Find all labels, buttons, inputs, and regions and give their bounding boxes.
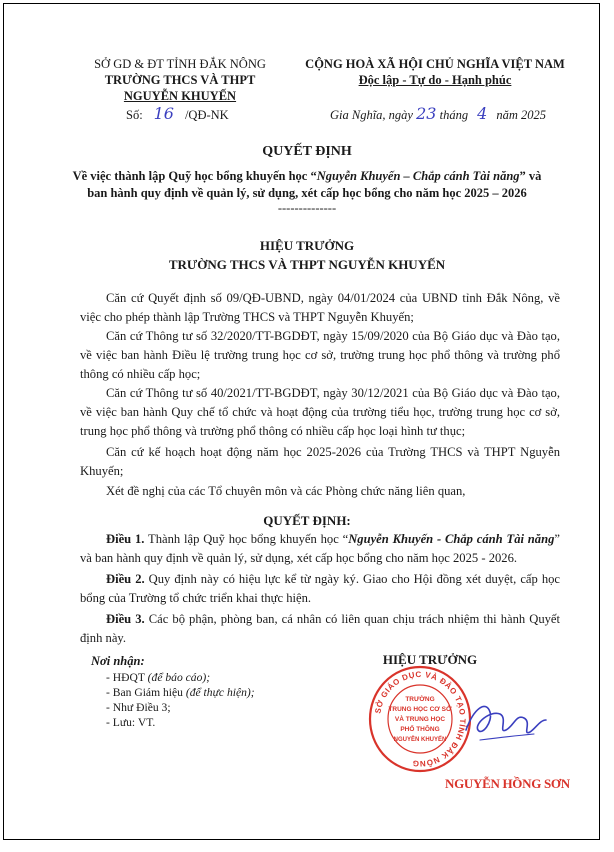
recipient-text: - Ban Giám hiệu xyxy=(106,686,186,699)
date-suffix: năm 2025 xyxy=(496,108,546,122)
seal-center-line: VÀ TRUNG HỌC xyxy=(394,716,446,723)
title-separator: -------------- xyxy=(277,201,337,215)
national-motto: Độc lập - Tự do - Hạnh phúc xyxy=(358,73,512,87)
recipient-text: - HĐQT xyxy=(106,671,148,684)
recipient-item xyxy=(106,671,210,685)
preamble-3: Căn cứ Thông tư số 40/2021/TT-BGDĐT, ngày 30/12/2021 của Bộ Giáo dục và Đào tạo, về việc ban hành Quy chế tổ chức và hoạt động của trường tiểu học, trường trung học cơ sở, trung học phổ thông và trường phổ thông có nhiều cấp học loại hình tư thục; xyxy=(80,386,560,439)
agency-line: SỞ GD & ĐT TỈNH ĐẮK NÔNG xyxy=(94,57,266,71)
signatory-name: NGUYỄN HỒNG SƠN xyxy=(445,776,570,791)
official-seal-icon xyxy=(368,665,472,773)
seal-center-line: TRUNG HỌC CƠ SỞ xyxy=(388,706,452,713)
recipient-item xyxy=(106,686,255,700)
seal-center-line: PHỔ THÔNG xyxy=(400,726,440,733)
document-number xyxy=(126,106,229,123)
preamble-1: Căn cứ Quyết định số 09/QĐ-UBND, ngày 04/01/2024 của UBND tỉnh Đắk Nông, về việc cho phép thành lập Trường THCS và THPT Nguyễn Khuyến; xyxy=(80,291,560,325)
date-mid: tháng xyxy=(439,108,469,122)
school-line-2: NGUYỄN KHUYẾN xyxy=(123,89,237,103)
article-1 xyxy=(80,530,560,568)
subject-suffix: ” và xyxy=(519,169,542,183)
article-3 xyxy=(80,610,560,648)
article-2-label: Điều 2. xyxy=(106,572,145,586)
recipient-item xyxy=(106,716,155,730)
preamble-4: Căn cứ kế hoạch hoạt động năm học 2025-2026 của Trường THCS và THPT Nguyễn Khuyến; xyxy=(80,445,560,479)
recipient-note: (để thực hiện); xyxy=(185,686,255,699)
handwritten-signature-icon xyxy=(460,690,550,750)
handwritten-day: 23 xyxy=(416,104,437,123)
article-1-text-end: ” và ban hành quy định về quản lý, sử dụng, xét cấp học bổng cho năm học 2025 - 2026. xyxy=(80,532,560,566)
decision-heading: QUYẾT ĐỊNH: xyxy=(263,513,351,528)
handwritten-month: 4 xyxy=(477,104,488,123)
recipient-text: - Lưu: VT. xyxy=(106,716,156,729)
national-title: CỘNG HOÀ XÃ HỘI CHỦ NGHĨA VIỆT NAM xyxy=(305,57,565,71)
article-2 xyxy=(80,570,560,608)
signatory-title: HIỆU TRƯỞNG xyxy=(382,652,478,667)
authority-school: TRƯỜNG THCS VÀ THPT NGUYỄN KHUYẾN xyxy=(168,257,446,272)
document-title: QUYẾT ĐỊNH xyxy=(262,144,352,159)
seal-center-line: TRƯỜNG xyxy=(405,696,435,703)
issue-date xyxy=(330,106,546,123)
subject-prefix: Về việc thành lập Quỹ học bổng khuyến học “ xyxy=(72,169,317,183)
recipient-note: (để báo cáo); xyxy=(147,671,211,684)
article-3-label: Điều 3. xyxy=(106,612,145,626)
article-1-text: Thành lập Quỹ học bổng khuyến học “ xyxy=(144,532,349,546)
title-subject-line-1 xyxy=(0,168,614,184)
authority-title: HIỆU TRƯỞNG xyxy=(259,238,355,253)
date-prefix: Gia Nghĩa, ngày xyxy=(330,108,413,122)
article-1-label: Điều 1. xyxy=(106,532,145,546)
recipients-heading: Nơi nhận: xyxy=(91,654,145,668)
article-3-text: Các bộ phận, phòng ban, cá nhân có liên quan chịu trách nhiệm thi hành Quyết định này. xyxy=(80,612,561,646)
number-label: Số: xyxy=(126,108,143,122)
seal-ring-text: SỞ GIÁO DỤC VÀ ĐÀO TẠO TỈNH ĐẮK NÔNG xyxy=(373,669,468,769)
handwritten-number: 16 xyxy=(153,104,174,123)
preamble-5: Xét đề nghị của các Tổ chuyên môn và các Phòng chức năng liên quan, xyxy=(106,484,466,498)
school-line-1: TRƯỜNG THCS VÀ THPT xyxy=(104,73,256,87)
article-1-fund-name: Nguyễn Khuyến - Chắp cánh Tài năng xyxy=(348,532,555,546)
fund-name: Nguyễn Khuyến – Chắp cánh Tài năng xyxy=(316,169,520,183)
title-subject-line-2: ban hành quy định về quản lý, sử dụng, xét cấp học bổng cho năm học 2025 – 2026 xyxy=(87,186,527,200)
recipient-item xyxy=(106,701,171,715)
seal-center-line: NGUYỄN KHUYẾN xyxy=(393,737,447,743)
preamble-2: Căn cứ Thông tư số 32/2020/TT-BGDĐT, ngày 15/09/2020 của Bộ Giáo dục và Đào tạo, về việc ban hành Điều lệ trường trung học cơ sở, trường trung học phổ thông và trường phổ thông có nhiều cấp học; xyxy=(80,329,560,382)
article-2-text: Quy định này có hiệu lực kể từ ngày ký. Giao cho Hội đồng xét duyệt, cấp học bổng của Trường tổ chức triển khai thực hiện. xyxy=(80,572,561,606)
number-suffix: /QĐ-NK xyxy=(184,108,229,122)
recipient-text: - Như Điều 3; xyxy=(106,701,171,714)
